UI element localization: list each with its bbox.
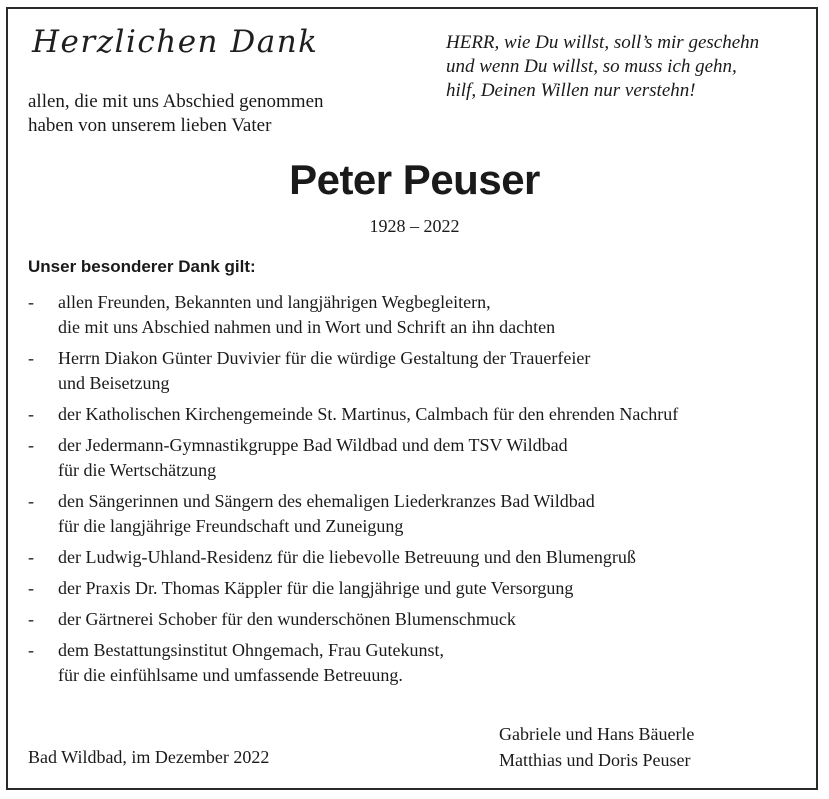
- signers: [499, 721, 694, 773]
- intro-text: [28, 90, 324, 138]
- list-item-line: der Jedermann-Gymnastikgruppe Bad Wildbad und dem TSV Wildbad: [58, 435, 568, 455]
- list-item-line: den Sängerinnen und Sängern des ehemaligen Liederkranzes Bad Wildbad: [58, 491, 595, 511]
- list-item-line: für die einfühlsame und umfassende Betreuung.: [58, 665, 403, 685]
- bullet-dash: -: [28, 348, 34, 368]
- list-item: [28, 638, 818, 688]
- list-item-line: die mit uns Abschied nahmen und in Wort und Schrift an ihn dachten: [58, 317, 556, 337]
- bullet-dash: -: [28, 578, 34, 598]
- list-item-line: Herrn Diakon Günter Duvivier für die würdige Gestaltung der Trauerfeier: [58, 348, 591, 368]
- list-item-line: der Katholischen Kirchengemeinde St. Martinus, Calmbach für den ehrenden Nachruf: [58, 404, 679, 424]
- list-item-line: dem Bestattungsinstitut Ohngemach, Frau Gutekunst,: [58, 640, 444, 660]
- list-item: [28, 290, 818, 340]
- list-item-line: der Praxis Dr. Thomas Käppler für die langjährige und gute Versorgung: [58, 578, 574, 598]
- verse-line: HERR, wie Du willst, soll’s mir geschehn: [446, 32, 760, 53]
- thanks-heading: Unser besonderer Dank gilt:: [28, 257, 256, 276]
- bullet-dash: -: [28, 435, 34, 455]
- verse-line: und wenn Du willst, so muss ich gehn,: [446, 56, 737, 77]
- list-item-line: der Ludwig-Uhland-Residenz für die liebevolle Betreuung und den Blumengruß: [58, 547, 636, 567]
- list-item-line: allen Freunden, Bekannten und langjährigen Wegbegleitern,: [58, 292, 491, 312]
- list-item-line: und Beisetzung: [58, 373, 170, 393]
- life-dates: 1928 – 2022: [369, 216, 460, 236]
- bullet-dash: -: [28, 547, 34, 567]
- bullet-dash: -: [28, 491, 34, 511]
- place-date: Bad Wildbad, im Dezember 2022: [28, 747, 270, 767]
- list-item: [28, 489, 818, 539]
- script-heading: Herzlichen Dank: [32, 24, 319, 60]
- list-item: [28, 576, 818, 601]
- list-item-line: der Gärtnerei Schober für den wunderschönen Blumenschmuck: [58, 609, 516, 629]
- bullet-dash: -: [28, 404, 34, 424]
- thanks-list: [28, 290, 818, 694]
- list-item-line: für die langjährige Freundschaft und Zuneigung: [58, 516, 404, 536]
- list-item: [28, 545, 818, 570]
- verse-line: hilf, Deinen Willen nur verstehn!: [446, 80, 696, 101]
- signer-line: Gabriele und Hans Bäuerle: [499, 724, 695, 744]
- signer-line: Matthias und Doris Peuser: [499, 750, 691, 770]
- bullet-dash: -: [28, 609, 34, 629]
- list-item: [28, 346, 818, 396]
- bullet-dash: -: [28, 640, 34, 660]
- list-item: [28, 433, 818, 483]
- bullet-dash: -: [28, 292, 34, 312]
- list-item-line: für die Wertschätzung: [58, 460, 217, 480]
- intro-line: haben von unserem lieben Vater: [28, 115, 272, 136]
- intro-line: allen, die mit uns Abschied genommen: [28, 91, 324, 112]
- deceased-name: Peter Peuser: [289, 156, 540, 203]
- list-item: [28, 402, 818, 427]
- bible-verse: [446, 31, 759, 103]
- list-item: [28, 607, 818, 632]
